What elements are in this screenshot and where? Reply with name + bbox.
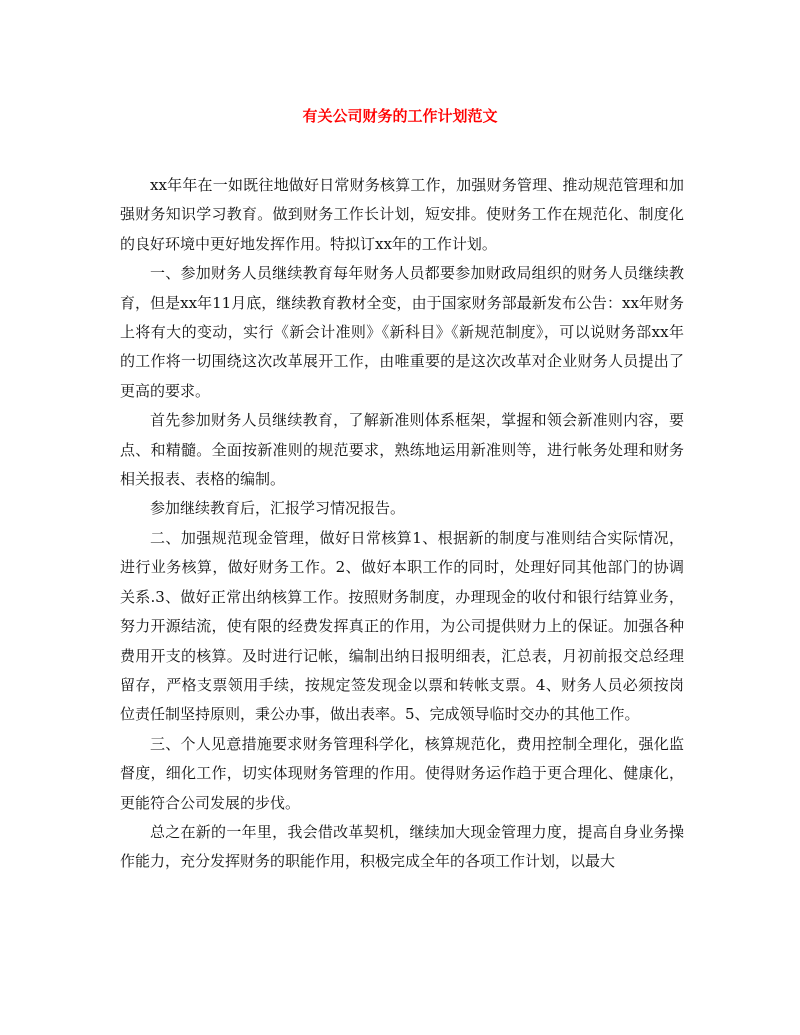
paragraph-section-2: 二、加强规范现金管理，做好日常核算1、根据新的制度与准则结合实际情况，进行业务核算，做好财务工作。2、做好本职工作的同时，处理好同其他部门的协调关系.3、做好正常出纳核算工作。按照财务制度，办理现金的收付和银行结算业务，努力开源结流，使有限的经费发挥真正的作用，为公司提供财力上的保证。加强各种费用开支的核算。及时进行记帐，编制出纳日报明细表，汇总表，月初前报交总经理留存，严格支票领用手续，按规定签发现金以票和转帐支票。4、财务人员必须按岗位责任制坚持原则，秉公办事，做出表率。5、完成领导临时交办的其他工作。 bbox=[120, 528, 684, 724]
document-body bbox=[120, 171, 684, 877]
document-title: 有关公司财务的工作计划范文 bbox=[302, 107, 498, 125]
paragraph-section-1-report: 参加继续教育后，汇报学习情况报告。 bbox=[150, 499, 406, 518]
paragraph-section-1: 一、参加财务人员继续教育每年财务人员都要参加财政局组织的财务人员继续教育，但是xx年11月底，继续教育教材全变，由于国家财务部最新发布公告：xx年财务上将有大的变动，实行《新会计准则》《新科目》《新规范制度》，可以说财务部xx年的工作将一切围绕这次改革展开工作，由唯重要的是这次改革对企业财务人员提出了更高的要求。 bbox=[120, 264, 684, 400]
paragraph-conclusion: 总之在新的一年里，我会借改革契机，继续加大现金管理力度，提高自身业务操作能力，充分发挥财务的职能作用，积极完成全年的各项工作计划，以最大 bbox=[120, 822, 684, 871]
paragraph-intro: xx年年在一如既往地做好日常财务核算工作，加强财务管理、推动规范管理和加强财务知识学习教育。做到财务工作长计划，短安排。使财务工作在规范化、制度化的良好环境中更好地发挥作用。特拟订xx年的工作计划。 bbox=[120, 176, 684, 253]
paragraph-section-1-detail: 首先参加财务人员继续教育，了解新准则体系框架，掌握和领会新准则内容，要点、和精髓。全面按新准则的规范要求，熟练地运用新准则等，进行帐务处理和财务相关报表、表格的编制。 bbox=[120, 411, 684, 489]
paragraph-section-3: 三、个人见意措施要求财务管理科学化，核算规范化，费用控制全理化，强化监督度，细化工作，切实体现财务管理的作用。使得财务运作趋于更合理化、健康化，更能符合公司发展的步伐。 bbox=[120, 734, 684, 812]
